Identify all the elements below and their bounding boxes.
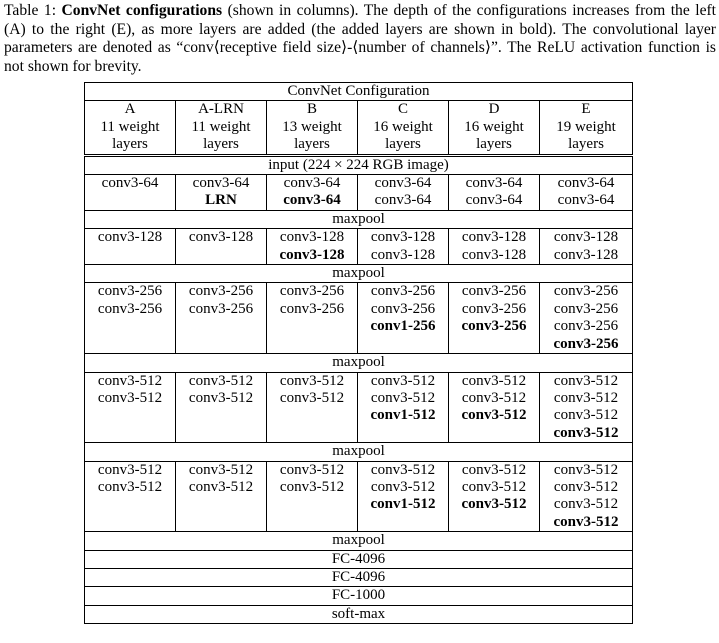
conv-block-cell — [358, 175, 449, 211]
layer-label: conv3-512 — [553, 424, 619, 441]
caption-label: Table 1: — [4, 2, 57, 19]
layer-label: conv3-256 — [553, 283, 619, 300]
layer-label: LRN — [205, 192, 237, 209]
config-column-header — [449, 101, 540, 155]
maxpool-layer-row — [85, 265, 633, 283]
caption-title: ConvNet configurations — [61, 2, 223, 19]
input-layer-row — [85, 155, 633, 174]
tail-layer: maxpool — [85, 532, 633, 550]
conv-block-cell — [85, 461, 176, 532]
layer-label: conv3-256 — [370, 300, 436, 317]
layer-label: conv3-64 — [557, 192, 615, 209]
conv-block-cell — [267, 372, 358, 443]
config-column-header — [176, 101, 267, 155]
layer-label: conv3-128 — [553, 246, 619, 263]
layer-label: conv3-64 — [283, 192, 341, 209]
config-layers: layers — [385, 136, 421, 153]
conv-block-row — [85, 229, 633, 265]
layer-label: conv3-256 — [461, 283, 527, 300]
layer-label: conv3-512 — [461, 407, 527, 424]
layer-label: conv3-256 — [553, 300, 619, 317]
layer-label: conv3-512 — [279, 389, 345, 406]
layer-label: conv3-256 — [188, 283, 254, 300]
layer-label: conv3-512 — [553, 513, 619, 530]
maxpool-layer-row — [85, 210, 633, 228]
conv-block-cell — [358, 372, 449, 443]
conv-block-cell — [85, 372, 176, 443]
maxpool-layer: maxpool — [85, 443, 633, 461]
conv-block-cell — [358, 283, 449, 354]
layer-label: conv3-128 — [279, 229, 345, 246]
conv-block-cell — [449, 372, 540, 443]
layer-label: conv3-512 — [461, 461, 527, 478]
config-weight: 13 weight — [282, 118, 342, 135]
tail-layer-row — [85, 587, 633, 605]
config-layers: layers — [112, 136, 148, 153]
conv-block-cell — [176, 372, 267, 443]
layer-label: conv3-512 — [188, 372, 254, 389]
table-caption — [4, 2, 716, 76]
conv-block-row — [85, 283, 633, 354]
layer-label: conv3-64 — [465, 192, 523, 209]
conv-block-cell — [540, 372, 633, 443]
conv-block-cell — [85, 283, 176, 354]
layer-label: conv3-256 — [279, 300, 345, 317]
conv-block-cell — [176, 461, 267, 532]
conv-block-cell — [540, 461, 633, 532]
maxpool-layer-row — [85, 354, 633, 372]
conv-block-cell — [267, 283, 358, 354]
layer-label: conv3-512 — [370, 372, 436, 389]
config-name: A — [124, 101, 136, 118]
layer-label: conv3-512 — [97, 372, 163, 389]
conv-block-cell — [540, 229, 633, 265]
config-layers: layers — [568, 136, 604, 153]
conv-block-cell — [267, 461, 358, 532]
layer-label: conv3-256 — [97, 300, 163, 317]
conv-block-cell — [449, 175, 540, 211]
layer-label: conv3-512 — [188, 389, 254, 406]
layer-label: conv3-512 — [97, 478, 163, 495]
tail-layer: FC-4096 — [85, 550, 633, 568]
layer-label: conv3-256 — [188, 300, 254, 317]
layer-label: conv3-128 — [553, 229, 619, 246]
maxpool-layer: maxpool — [85, 265, 633, 283]
config-weight: 19 weight — [556, 118, 616, 135]
conv-block-row — [85, 372, 633, 443]
layer-label: conv3-64 — [465, 175, 523, 192]
layer-label: conv3-512 — [188, 478, 254, 495]
layer-label: conv3-128 — [370, 229, 436, 246]
layer-label: conv1-512 — [370, 496, 436, 513]
conv-block-cell — [85, 175, 176, 211]
layer-label: conv3-256 — [553, 318, 619, 335]
layer-label: conv3-64 — [374, 175, 432, 192]
layer-label: conv3-512 — [553, 407, 619, 424]
layer-label: conv3-256 — [279, 283, 345, 300]
layer-label: conv3-512 — [279, 478, 345, 495]
config-weight: 16 weight — [373, 118, 433, 135]
layer-label: conv3-64 — [374, 192, 432, 209]
layer-label: conv3-256 — [370, 283, 436, 300]
config-layers: layers — [476, 136, 512, 153]
layer-label: conv3-512 — [553, 461, 619, 478]
layer-label: conv3-512 — [553, 496, 619, 513]
layer-label: conv3-512 — [370, 461, 436, 478]
layer-label: conv3-512 — [553, 389, 619, 406]
conv-block-cell — [85, 229, 176, 265]
config-column-header — [267, 101, 358, 155]
layer-label: conv3-512 — [370, 478, 436, 495]
config-header: ConvNet Configuration — [85, 83, 633, 101]
convnet-config-table — [84, 82, 633, 624]
conv-block-cell — [176, 175, 267, 211]
config-name: B — [306, 101, 317, 118]
header-row — [85, 83, 633, 101]
maxpool-layer-row — [85, 443, 633, 461]
layer-label: conv1-256 — [370, 318, 436, 335]
caption-text: (shown in columns). The depth of the configurations increases from the left (A) to the right (E), as more layers are added (the added layers are shown in bold). The convolutional layer parameters are denoted as “conv⟨receptive field size⟩-⟨number of channels⟩”. The ReLU activation function is not shown for brevity. — [4, 2, 717, 75]
layer-label: conv3-256 — [461, 318, 527, 335]
layer-label: conv3-512 — [461, 372, 527, 389]
layer-label: conv3-64 — [557, 175, 615, 192]
conv-block-cell — [176, 229, 267, 265]
conv-block-cell — [540, 175, 633, 211]
layer-label: conv3-512 — [461, 389, 527, 406]
layer-label: conv3-128 — [279, 246, 345, 263]
layer-label: conv3-512 — [553, 372, 619, 389]
input-layer: input (224 × 224 RGB image) — [85, 155, 633, 174]
maxpool-layer: maxpool — [85, 210, 633, 228]
layer-label: conv3-512 — [97, 461, 163, 478]
maxpool-layer: maxpool — [85, 354, 633, 372]
conv-block-cell — [358, 229, 449, 265]
layer-label: conv3-128 — [188, 229, 254, 246]
conv-block-cell — [449, 229, 540, 265]
layer-label: conv3-128 — [461, 246, 527, 263]
conv-block-cell — [540, 283, 633, 354]
layer-label: conv3-128 — [97, 229, 163, 246]
conv-block-cell — [267, 175, 358, 211]
config-name: A-LRN — [198, 101, 244, 118]
config-names-row — [85, 101, 633, 155]
tail-layer-row — [85, 550, 633, 568]
config-layers: layers — [203, 136, 239, 153]
layer-label: conv3-256 — [553, 335, 619, 352]
conv-block-row — [85, 175, 633, 211]
layer-label: conv3-512 — [461, 496, 527, 513]
config-column-header — [85, 101, 176, 155]
config-name: E — [581, 101, 591, 118]
layer-label: conv1-512 — [370, 407, 436, 424]
conv-block-cell — [358, 461, 449, 532]
layer-label: conv3-64 — [283, 175, 341, 192]
layer-label: conv3-512 — [188, 461, 254, 478]
tail-layer-row — [85, 532, 633, 550]
layer-label: conv3-512 — [279, 372, 345, 389]
config-table-body — [85, 83, 633, 624]
config-name: D — [488, 101, 500, 118]
layer-label: conv3-512 — [553, 478, 619, 495]
config-weight: 11 weight — [191, 118, 251, 135]
layer-label: conv3-512 — [279, 461, 345, 478]
config-name: C — [397, 101, 408, 118]
layer-label: conv3-512 — [370, 389, 436, 406]
layer-label: conv3-512 — [97, 389, 163, 406]
layer-label: conv3-256 — [461, 300, 527, 317]
tail-layer: soft-max — [85, 605, 633, 623]
conv-block-cell — [449, 461, 540, 532]
config-weight: 16 weight — [464, 118, 524, 135]
conv-block-cell — [449, 283, 540, 354]
layer-label: conv3-64 — [192, 175, 250, 192]
config-column-header — [540, 101, 633, 155]
config-weight: 11 weight — [100, 118, 160, 135]
config-column-header — [358, 101, 449, 155]
layer-label: conv3-256 — [97, 283, 163, 300]
conv-block-cell — [176, 283, 267, 354]
config-layers: layers — [294, 136, 330, 153]
conv-block-cell — [267, 229, 358, 265]
layer-label: conv3-128 — [461, 229, 527, 246]
layer-label: conv3-64 — [101, 175, 159, 192]
tail-layer: FC-1000 — [85, 587, 633, 605]
layer-label: conv3-128 — [370, 246, 436, 263]
tail-layer-row — [85, 568, 633, 586]
conv-block-row — [85, 461, 633, 532]
tail-layer-row — [85, 605, 633, 623]
layer-label: conv3-512 — [461, 478, 527, 495]
tail-layer: FC-4096 — [85, 568, 633, 586]
